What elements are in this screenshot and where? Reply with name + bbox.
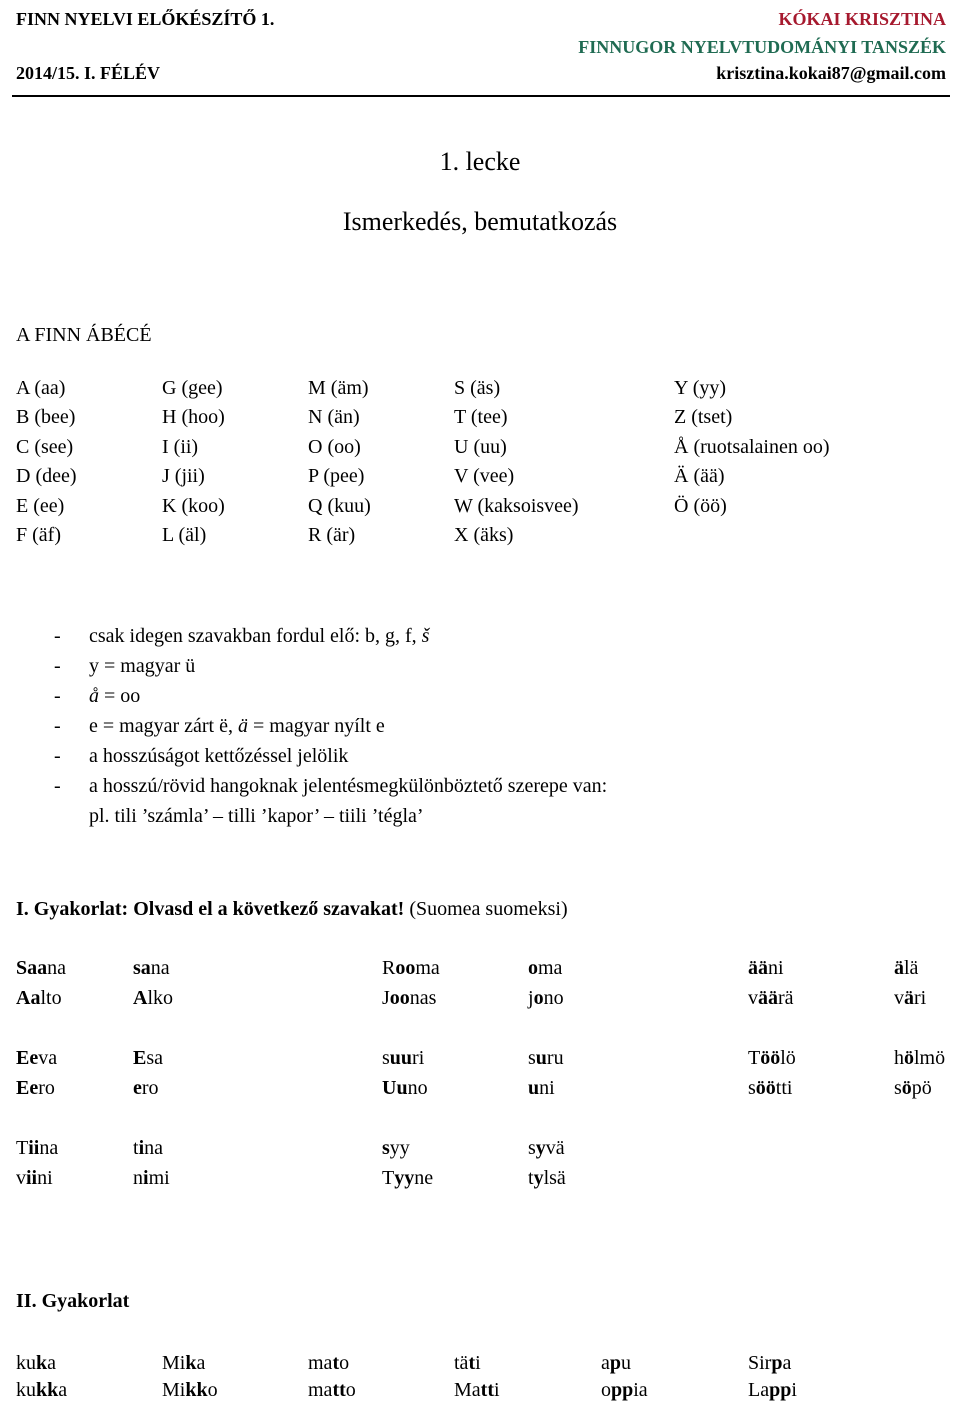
practice-word <box>894 987 926 1010</box>
practice-word <box>748 1047 796 1070</box>
word-segment: ro <box>38 1077 55 1099</box>
word-segment: La <box>748 1379 770 1401</box>
word-segment: a <box>782 1352 792 1374</box>
word-highlight: i <box>138 1137 145 1159</box>
practice-word <box>528 957 562 980</box>
alphabet-letter: Q (kuu) <box>308 494 371 517</box>
word-segment: na <box>150 957 170 979</box>
practice-word <box>748 1352 791 1375</box>
word-segment: sa <box>146 1047 164 1069</box>
practice-word <box>748 1077 792 1100</box>
alphabet-letter: Ä (ää) <box>674 465 725 488</box>
alphabet-letter: P (pee) <box>308 465 365 488</box>
alphabet-letter: Ö (öö) <box>674 494 727 517</box>
word-highlight: p <box>771 1352 783 1374</box>
practice-word <box>16 1077 55 1100</box>
alphabet-letter: D (dee) <box>16 465 77 488</box>
word-highlight: o <box>533 987 544 1009</box>
word-segment: Mi <box>162 1352 186 1374</box>
practice-word <box>382 1077 428 1100</box>
word-segment: a <box>47 1352 57 1374</box>
lesson-title: Ismerkedés, bemutatkozás <box>342 207 618 236</box>
alphabet-letter: J (jii) <box>162 465 205 488</box>
word-highlight: kk <box>185 1379 208 1401</box>
practice-word <box>133 957 170 980</box>
exercise2-heading: II. Gyakorlat <box>16 1290 130 1312</box>
word-segment: ma <box>415 957 440 979</box>
word-highlight: öö <box>760 1047 781 1069</box>
word-highlight: y <box>535 1137 546 1159</box>
practice-word <box>16 1137 58 1160</box>
exercise1-subtitle: (Suomea suomeksi) <box>404 898 568 920</box>
alphabet-letter: X (äks) <box>454 524 514 546</box>
alphabet-letter: E (ee) <box>16 494 65 517</box>
note-italic-letter: ä <box>237 715 248 737</box>
word-segment: mi <box>148 1167 170 1189</box>
note-dash: - <box>54 655 61 677</box>
practice-word <box>382 1167 433 1190</box>
word-segment: no <box>407 1077 428 1099</box>
alphabet-letter: R (är) <box>308 524 356 546</box>
word-segment: s <box>748 1077 756 1099</box>
note-italic-letter: å <box>89 685 99 707</box>
word-segment: s <box>528 1137 536 1159</box>
word-segment: nas <box>409 987 437 1009</box>
word-highlight: s <box>382 1137 390 1159</box>
word-segment: a <box>58 1379 68 1401</box>
practice-word <box>162 1379 218 1402</box>
word-segment: s <box>894 1077 902 1099</box>
page-header <box>12 7 950 97</box>
word-highlight: uu <box>389 1047 413 1069</box>
word-highlight: i <box>143 1167 149 1189</box>
word-segment: Ma <box>454 1379 481 1401</box>
note-dash: - <box>54 775 61 797</box>
word-highlight: o <box>528 957 538 979</box>
word-segment: ri <box>914 987 927 1009</box>
note-text: = magyar nyílt e <box>247 715 385 737</box>
practice-word <box>894 1077 932 1100</box>
email: krisztina.kokai87@gmail.com <box>716 63 946 83</box>
word-highlight: ö <box>904 1047 914 1069</box>
word-segment: tä <box>454 1352 469 1374</box>
word-segment: u <box>621 1352 632 1374</box>
practice-word <box>133 1047 163 1070</box>
word-highlight: t <box>468 1352 476 1374</box>
word-highlight: Ee <box>16 1077 39 1099</box>
practice-word <box>601 1352 631 1375</box>
practice-word <box>528 987 564 1010</box>
practice-word <box>16 987 62 1010</box>
note-length: a hosszúságot kettőzéssel jelölik <box>89 745 349 767</box>
word-highlight: ii <box>26 1167 38 1189</box>
word-segment: v <box>16 1167 26 1189</box>
author-name: KÓKAI KRISZTINA <box>778 9 946 29</box>
word-highlight: ä <box>894 957 904 979</box>
practice-word <box>133 1077 159 1100</box>
word-segment: T <box>748 1047 761 1069</box>
word-highlight: oo <box>389 987 410 1009</box>
word-highlight: Ee <box>16 1047 39 1069</box>
word-segment: rä <box>778 987 794 1009</box>
word-highlight: pp <box>611 1379 634 1401</box>
alphabet-letter: C (see) <box>16 435 74 458</box>
note-text: csak idegen szavakban fordul elő: b, g, f, <box>89 625 422 647</box>
word-highlight: Aa <box>16 987 41 1009</box>
word-segment: i <box>494 1379 500 1401</box>
word-segment: ma <box>538 957 563 979</box>
alphabet-letter: O (oo) <box>308 435 361 458</box>
word-highlight: k <box>185 1352 197 1374</box>
word-highlight: Uu <box>382 1077 408 1099</box>
practice-word <box>528 1047 564 1070</box>
word-segment: ku <box>16 1352 36 1374</box>
word-segment: Sir <box>748 1352 772 1374</box>
word-segment: a <box>601 1352 610 1374</box>
alphabet-letter: B (bee) <box>16 406 76 429</box>
practice-word <box>382 1137 410 1160</box>
alphabet-letter: U (uu) <box>454 435 507 458</box>
practice-word <box>601 1379 648 1402</box>
word-segment: ri <box>412 1047 425 1069</box>
practice-word <box>16 957 66 980</box>
word-segment: lö <box>780 1047 796 1069</box>
word-highlight: u <box>528 1077 540 1099</box>
word-segment: o <box>345 1379 356 1401</box>
word-segment: ni <box>37 1167 53 1189</box>
note-a-ring <box>89 685 140 708</box>
word-highlight: öö <box>755 1077 776 1099</box>
note-dash: - <box>54 715 61 737</box>
word-segment: h <box>894 1047 904 1069</box>
note-dash: - <box>54 745 61 767</box>
word-highlight: ää <box>758 987 778 1009</box>
practice-word <box>528 1137 565 1160</box>
practice-word <box>748 957 784 980</box>
word-segment: na <box>39 1137 59 1159</box>
word-highlight: Saa <box>16 957 48 979</box>
practice-word <box>133 987 173 1010</box>
word-segment: tti <box>775 1077 793 1099</box>
word-segment: a <box>196 1352 206 1374</box>
note-text: = oo <box>99 685 141 707</box>
word-segment: s <box>382 1047 390 1069</box>
word-highlight: tt <box>332 1379 346 1401</box>
word-segment: ma <box>308 1379 333 1401</box>
word-segment: o <box>207 1379 218 1401</box>
alphabet-heading: A FINN ÁBÉCÉ <box>16 324 152 346</box>
department: FINNUGOR NYELVTUDOMÁNYI TANSZÉK <box>578 37 946 57</box>
alphabet-letter: S (äs) <box>454 377 501 399</box>
practice-word <box>308 1379 356 1402</box>
note-y: y = magyar ü <box>89 655 196 677</box>
note-dash: - <box>54 685 61 707</box>
word-segment: lko <box>147 987 174 1009</box>
word-segment: yy <box>389 1137 410 1159</box>
note-example: pl. tili ’számla’ – tilli ’kapor’ – tiili ’tégla’ <box>89 805 424 827</box>
word-segment: ma <box>308 1352 333 1374</box>
word-highlight: t <box>332 1352 340 1374</box>
word-segment: vä <box>545 1137 565 1159</box>
practice-word <box>748 1379 797 1402</box>
alphabet-letter: K (koo) <box>162 494 225 517</box>
word-segment: ku <box>16 1379 36 1401</box>
alphabet-letter: Y (yy) <box>674 377 727 399</box>
word-segment: i <box>791 1379 797 1401</box>
word-segment: lto <box>40 987 62 1009</box>
note-text: e = magyar zárt ë, <box>89 715 238 737</box>
practice-word <box>454 1379 500 1402</box>
word-highlight: k <box>36 1352 48 1374</box>
note-italic-letter: š <box>421 625 430 647</box>
note-dash: - <box>54 625 61 647</box>
practice-word <box>16 1352 56 1375</box>
alphabet-letter: F (äf) <box>16 524 61 546</box>
word-highlight: E <box>133 1047 147 1069</box>
lesson-number: 1. lecke <box>439 147 521 176</box>
word-segment: lä <box>904 957 919 979</box>
word-segment: t <box>528 1167 534 1189</box>
practice-word <box>528 1077 555 1100</box>
word-segment: ru <box>546 1047 564 1069</box>
practice-word <box>454 1352 481 1375</box>
word-highlight: oo <box>395 957 416 979</box>
practice-word <box>894 1047 945 1070</box>
word-segment: Mi <box>162 1379 186 1401</box>
word-segment: J <box>382 987 390 1009</box>
word-highlight: tt <box>480 1379 494 1401</box>
practice-word <box>133 1137 163 1160</box>
practice-word <box>894 957 918 980</box>
word-segment: T <box>16 1137 29 1159</box>
word-segment: ni <box>768 957 784 979</box>
word-highlight: kk <box>36 1379 59 1401</box>
word-segment: no <box>543 987 564 1009</box>
word-highlight: A <box>133 987 148 1009</box>
alphabet-letter: W (kaksoisvee) <box>454 494 579 517</box>
word-highlight: ä <box>904 987 914 1009</box>
alphabet-letter: L (äl) <box>162 524 207 546</box>
word-segment: ro <box>141 1077 159 1099</box>
word-segment: lmö <box>914 1047 946 1069</box>
word-segment: o <box>601 1379 611 1401</box>
word-segment: R <box>382 957 396 979</box>
practice-word <box>382 957 440 980</box>
alphabet-letter: Z (tset) <box>674 406 733 429</box>
course-name: FINN NYELVI ELŐKÉSZÍTŐ 1. <box>16 9 275 29</box>
word-highlight: ää <box>748 957 768 979</box>
word-highlight: e <box>133 1077 142 1099</box>
practice-word <box>748 987 794 1010</box>
word-segment: ia <box>633 1379 648 1401</box>
word-segment: na <box>47 957 67 979</box>
exercise1-title: I. Gyakorlat: Olvasd el a következő szavakat! <box>16 898 405 920</box>
word-highlight: ii <box>28 1137 40 1159</box>
note-distinctive: a hosszú/rövid hangoknak jelentésmegkülönböztető szerepe van: <box>89 775 608 797</box>
word-segment: t <box>133 1137 139 1159</box>
word-segment: n <box>133 1167 143 1189</box>
practice-word <box>528 1167 566 1190</box>
practice-word <box>162 1352 205 1375</box>
semester: 2014/15. I. FÉLÉV <box>16 63 161 83</box>
word-highlight: sa <box>133 957 151 979</box>
practice-word <box>16 1379 67 1402</box>
word-segment: ne <box>414 1167 434 1189</box>
alphabet-letter: I (ii) <box>162 435 199 458</box>
word-highlight: pp <box>769 1379 792 1401</box>
practice-word <box>16 1167 53 1190</box>
word-segment: v <box>894 987 904 1009</box>
word-segment: na <box>144 1137 164 1159</box>
note-e-vowels <box>89 715 385 738</box>
word-highlight: u <box>535 1047 547 1069</box>
word-highlight: y <box>533 1167 544 1189</box>
word-segment: j <box>528 987 534 1009</box>
word-segment: T <box>382 1167 395 1189</box>
word-segment: s <box>528 1047 536 1069</box>
word-segment: va <box>38 1047 58 1069</box>
word-highlight: yy <box>394 1167 415 1189</box>
alphabet-letter: T (tee) <box>454 406 508 429</box>
word-segment: v <box>748 987 758 1009</box>
exercise1-heading <box>16 898 568 921</box>
alphabet-letter: A (aa) <box>16 377 66 399</box>
practice-word <box>308 1352 349 1375</box>
word-segment: pö <box>911 1077 932 1099</box>
practice-word <box>382 1047 424 1070</box>
word-highlight: ö <box>901 1077 912 1099</box>
practice-word <box>382 987 436 1010</box>
alphabet-letter: G (gee) <box>162 377 223 399</box>
practice-word <box>16 1047 57 1070</box>
note-foreign-letters <box>89 625 429 648</box>
word-segment: ni <box>539 1077 555 1099</box>
word-segment: lsä <box>543 1167 566 1189</box>
alphabet-letter: Å (ruotsalainen oo) <box>674 435 830 458</box>
word-segment: o <box>339 1352 350 1374</box>
alphabet-letter: V (vee) <box>454 465 515 488</box>
alphabet-letter: N (än) <box>308 406 360 429</box>
alphabet-letter: M (äm) <box>308 377 369 399</box>
word-segment: i <box>475 1352 481 1374</box>
word-highlight: p <box>609 1352 622 1374</box>
alphabet-letter: H (hoo) <box>162 406 225 429</box>
practice-word <box>133 1167 170 1190</box>
